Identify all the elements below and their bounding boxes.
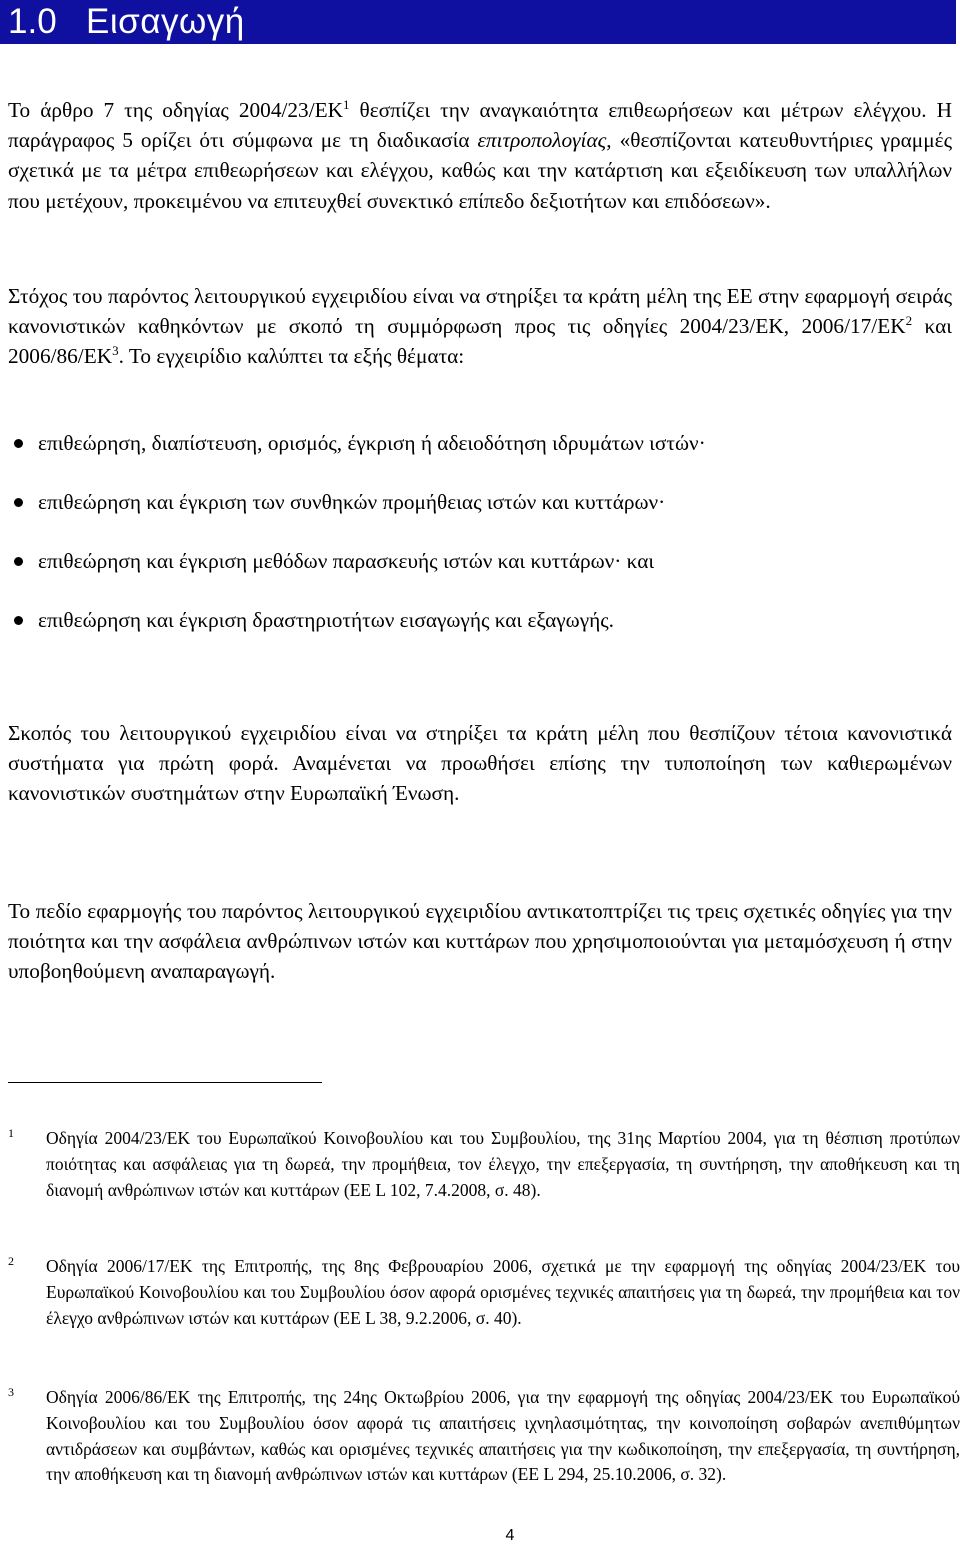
bullet-icon: [14, 439, 23, 448]
paragraph-manual-goal: [8, 281, 952, 372]
list-item: [0, 428, 960, 487]
list-item-text: επιθεώρηση και έγκριση δραστηριοτήτων εισαγωγής και εξαγωγής.: [38, 608, 615, 632]
page-number: 4: [505, 1527, 515, 1544]
paragraph-text: θεσπίζει την αναγκαιότητα επιθεωρήσεων και μέτρων ελέγχου. Η παράγραφος 5 ορίζει ότι σύμφωνα με τη διαδικασία: [8, 98, 952, 153]
bullet-icon: [14, 498, 23, 507]
section-number: 1.0: [8, 2, 57, 41]
list-item-text: επιθεώρηση και έγκριση των συνθηκών προμήθειας ιστών και κυττάρων·: [38, 490, 666, 514]
paragraph-manual-purpose: Σκοπός του λειτουργικού εγχειριδίου είναι να στηρίξει τα κράτη μέλη που θεσπίζουν τέτοια κανονιστικά συστήματα για πρώτη φορά. Αναμένεται να προωθήσει επίσης την τυποποίηση των καθιερωμένων κανονιστικών συστημάτων στην Ευρωπαϊκή Ένωση.: [8, 721, 952, 806]
paragraph-text: Στόχος του παρόντος λειτουργικού εγχειριδίου είναι να στηρίξει τα κράτη μέλη της ΕΕ στην εφαρμογή σειράς κανονιστικών καθηκόντων με σκοπό τη συμμόρφωση προς τις οδηγίες 2004/23/ΕΚ, 2006/17/ΕΚ: [8, 284, 952, 339]
footnote-ref-2[interactable]: 2: [905, 313, 913, 329]
paragraph-scope: Το πεδίο εφαρμογής του παρόντος λειτουργικού εγχειριδίου αντικατοπτρίζει τις τρεις σχετικές οδηγίες για την ποιότητα και την ασφάλεια ανθρώπινων ιστών και κυττάρων που χρησιμοποιούνται για μεταμόσχευση ή στην υποβοηθούμενη αναπαραγωγή.: [8, 899, 952, 984]
footnote-text: Οδηγία 2004/23/ΕΚ του Ευρωπαϊκού Κοινοβουλίου και του Συμβουλίου, της 31ης Μαρτίου 2004, για τη θέσπιση προτύπων ποιότητας και ασφάλειας για τη δωρεά, την προμήθεια, τον έλεγχο, την επεξεργασία, τη συντήρηση, την αποθήκευση και τη διανομή ανθρώπινων ιστών και κυττάρων (ΕΕ L 102, 7.4.2008, σ. 48).: [46, 1128, 960, 1200]
section-heading: [0, 0, 956, 44]
footnote-text: Οδηγία 2006/17/ΕΚ της Επιτροπής, της 8ης Φεβρουαρίου 2006, σχετικά με την εφαρμογή της οδηγίας 2004/23/ΕΚ του Ευρωπαϊκού Κοινοβουλίου και του Συμβουλίου όσον αφορά ορισμένες τεχνικές απαιτήσεις για τη δωρεά, την προμήθεια και τον έλεγχο ανθρώπινων ιστών και κυττάρων (ΕΕ L 38, 9.2.2006, σ. 40).: [46, 1256, 960, 1328]
footnote-number: 1: [8, 1126, 14, 1140]
footnote-number: 2: [8, 1254, 14, 1268]
list-item-text: επιθεώρηση, διαπίστευση, ορισμός, έγκριση ή αδειοδότηση ιδρυμάτων ιστών·: [38, 431, 706, 455]
list-item: [0, 605, 960, 664]
footnote-separator: [8, 1082, 322, 1083]
footnote-number: 3: [8, 1385, 14, 1399]
bullet-icon: [14, 616, 23, 625]
paragraph-text: Το άρθρο 7 της οδηγίας 2004/23/ΕΚ: [8, 98, 343, 122]
bullet-icon: [14, 557, 23, 566]
list-item: [0, 546, 960, 605]
paragraph-text: , «θεσπίζονται κατευθυντήριες γραμμές σχετικά με τα μέτρα επιθεωρήσεων και ελέγχου, καθώς και την κατάρτιση και εξειδίκευση των υπαλλήλων που μετέχουν, προκειμένου να επιτευχθεί συνεκτικό επίπεδο δεξιοτήτων και επιδόσεων».: [8, 128, 953, 213]
paragraph-text: και 2006/86/ΕΚ: [8, 314, 952, 369]
paragraph-text: . Το εγχειρίδιο καλύπτει τα εξής θέματα:: [118, 344, 465, 369]
list-item-text: επιθεώρηση και έγκριση μεθόδων παρασκευής ιστών και κυττάρων· και: [38, 549, 655, 573]
footnote-text: Οδηγία 2006/86/ΕΚ της Επιτροπής, της 24ης Οκτωβρίου 2006, για την εφαρμογή της οδηγίας 2004/23/ΕΚ του Ευρωπαϊκού Κοινοβουλίου και του Συμβουλίου όσον αφορά τις απαιτήσεις ιχνηλασιμότητας, την κοινοποίηση σοβαρών ανεπιθύμητων αντιδράσεων και συμβάντων, καθώς και ορισμένες τεχνικές απαιτήσεις για την κωδικοποίηση, την επεξεργασία, τη συντήρηση, την αποθήκευση και τη διανομή ανθρώπινων ιστών και κυττάρων (ΕΕ L 294, 25.10.2006, σ. 32).: [46, 1387, 960, 1485]
paragraph-article-7: [8, 95, 952, 216]
section-title: Εισαγωγή: [86, 2, 245, 41]
footnote-ref-3[interactable]: 3: [112, 343, 119, 359]
list-item: [0, 487, 960, 546]
topics-list: [0, 428, 960, 664]
footnote-ref-1[interactable]: 1: [343, 97, 350, 112]
italic-term: επιτροπολογίας: [477, 128, 607, 153]
